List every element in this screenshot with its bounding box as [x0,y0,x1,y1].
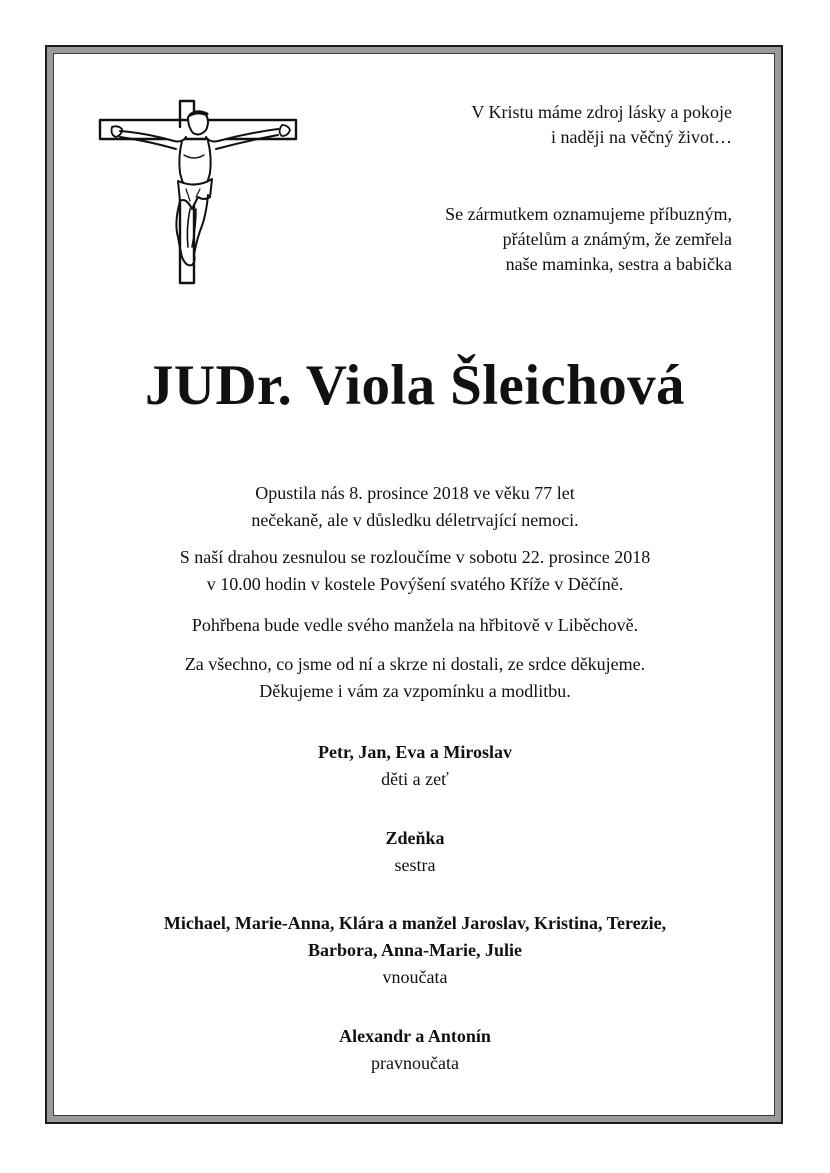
signature-relation: sestra [394,855,436,875]
thanks-paragraph [0,651,830,705]
signature-names: Petr, Jan, Eva a Miroslav [318,742,512,762]
paragraph-line: v 10.00 hodin v kostele Povýšení svatého Kříže v Děčíně. [206,574,624,594]
signature-relation: děti a zeť [381,769,449,789]
paragraph-line: Děkujeme i vám za vzpomínku a modlitbu. [259,681,571,701]
motto-line: V Kristu máme zdroj lásky a pokoje [471,102,732,122]
announcement-line: Se zármutkem oznamujeme příbuzným, [445,204,732,224]
announcement-line: naše maminka, sestra a babička [505,254,732,274]
signature-grandchildren [0,910,830,991]
signature-great-grandchildren [0,1023,830,1077]
signature-relation: vnoučata [382,967,448,987]
motto [312,100,732,150]
funeral-info-paragraph [0,544,830,598]
death-info-paragraph [0,480,830,534]
signature-names: Alexandr a Antonín [339,1026,491,1046]
signature-sister [0,825,830,879]
paragraph-line: nečekaně, ale v důsledku déletrvající nemoci. [251,510,579,530]
motto-line: i naději na věčný život… [551,127,732,147]
paragraph-line: S naší drahou zesnulou se rozloučíme v sobotu 22. prosince 2018 [179,547,651,567]
paragraph-line: Za všechno, co jsme od ní a skrze ni dostali, ze srdce děkujeme. [184,654,646,674]
paragraph-line: Pohřbena bude vedle svého manžela na hřbitově v Liběchově. [191,615,639,635]
crucifix-icon [96,97,300,287]
signature-names: Michael, Marie-Anna, Klára a manžel Jaroslav, Kristina, Terezie, [163,913,667,933]
signature-relation: pravnoučata [371,1053,459,1073]
burial-info-paragraph [0,612,830,639]
announcement [312,202,732,277]
paragraph-line: Opustila nás 8. prosince 2018 ve věku 77 let [255,483,575,503]
deceased-name: JUDr. Viola Šleichová [145,354,685,417]
signature-children [0,739,830,793]
signature-names: Barbora, Anna-Marie, Julie [308,940,522,960]
signature-names: Zdeňka [385,828,445,848]
announcement-line: přátelům a známým, že zemřela [502,229,732,249]
